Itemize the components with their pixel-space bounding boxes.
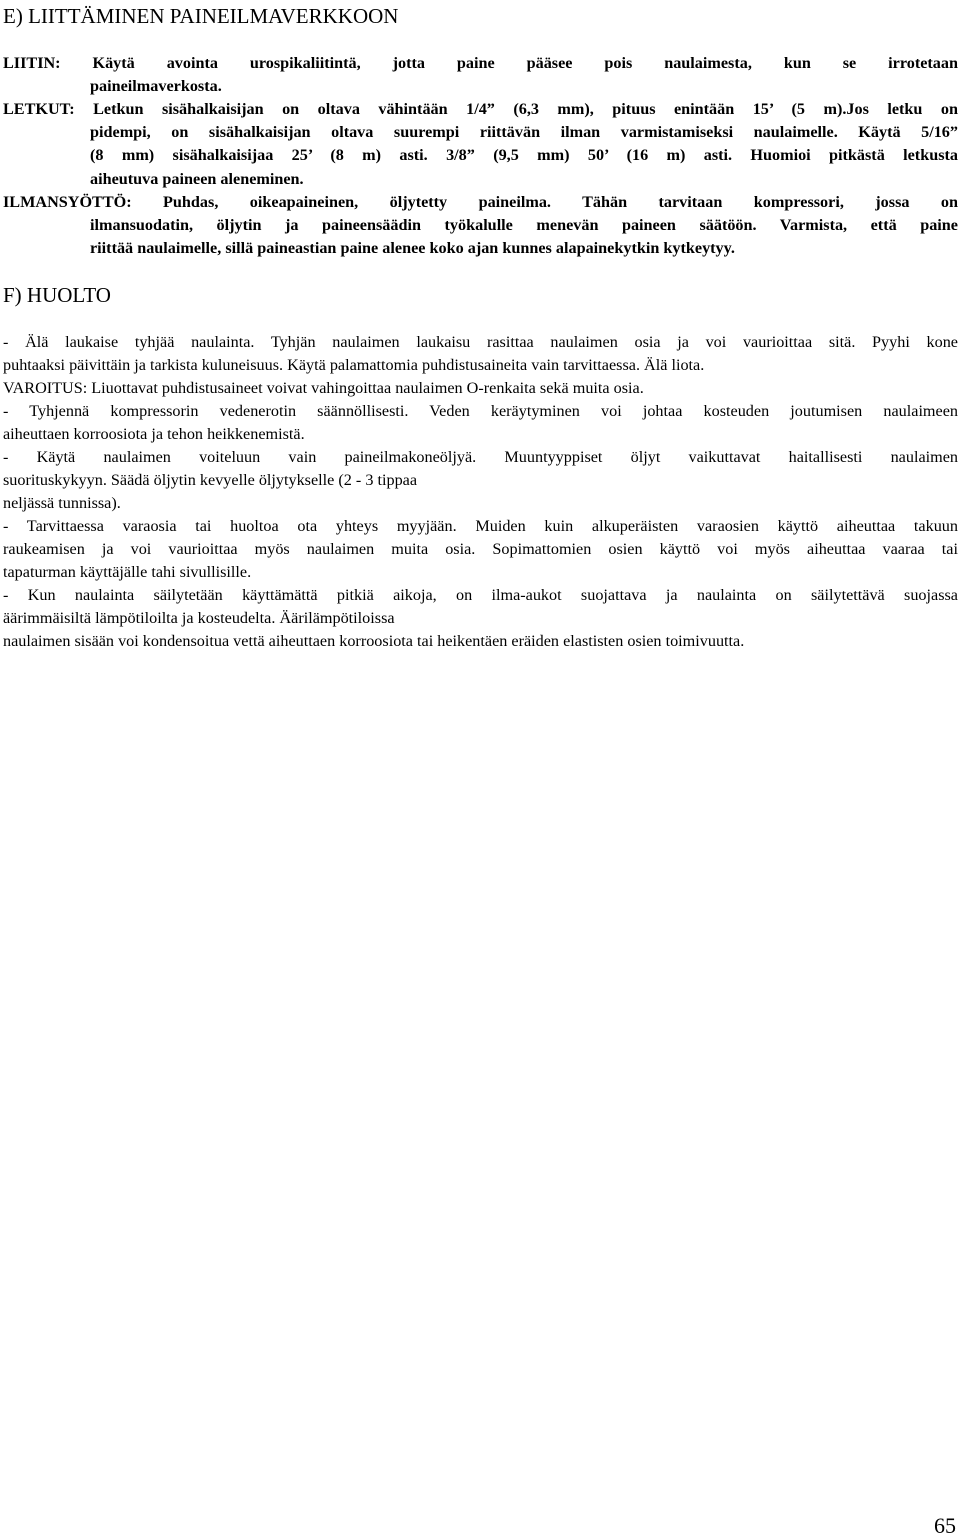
huolto-line: äärimmäisiltä lämpötiloilta ja kosteudelta. Äärilämpötiloissa bbox=[3, 609, 395, 627]
huolto-line: VAROITUS: Liuottavat puhdistusaineet voivat vahingoittaa naulaimen O-renkaita sekä muita osia. bbox=[3, 379, 644, 397]
huolto-line: raukeamisen ja voi vaurioittaa myös naulaimen muita osia. Sopimattomien osien käyttö voi myös aiheuttaa vaaraa tai bbox=[3, 540, 958, 558]
huolto-line: neljässä tunnissa). bbox=[3, 494, 121, 512]
huolto-line: puhtaaksi päivittäin ja tarkista kuluneisuus. Käytä palamattomia puhdistusaineita vain tarvittaessa. Älä liota. bbox=[3, 356, 705, 374]
ilmansyotto-paragraph bbox=[3, 191, 958, 261]
letkut-paragraph bbox=[3, 98, 958, 191]
huolto-line: - Älä laukaise tyhjää naulainta. Tyhjän naulaimen laukaisu rasittaa naulaimen osia ja voi vaurioittaa sitä. Pyyhi kone bbox=[3, 333, 958, 351]
letkut-line-4: aiheutuva paineen aleneminen. bbox=[90, 169, 304, 188]
huolto-line: - Tyhjennä kompressorin vedenerotin säännöllisesti. Veden keräytyminen voi johtaa kosteuden joutumisen naulaimeen bbox=[3, 402, 958, 420]
letkut-line-1: LETKUT: Letkun sisähalkaisijan on oltava vähintään 1/4” (6,3 mm), pituus enintään 15’ (5 m).Jos letku on bbox=[3, 100, 958, 118]
huolto-line: - Käytä naulaimen voiteluun vain paineilmakoneöljyä. Muuntyyppiset öljyt vaikuttavat haitallisesti naulaimen bbox=[3, 448, 958, 466]
huolto-line: suorituskykyyn. Säädä öljytin kevyelle öljytykselle (2 - 3 tippaa bbox=[3, 471, 418, 489]
huolto-line: tapaturman käyttäjälle tahi sivullisille. bbox=[3, 563, 252, 581]
huolto-line: aiheuttaen korroosiota ja tehon heikkenemistä. bbox=[3, 425, 305, 443]
letkut-line-2: pidempi, on sisähalkaisijan oltava suurempi riittävän ilman varmistamiseksi naulaimelle. Käytä 5/16” bbox=[90, 123, 958, 142]
huolto-line: - Tarvittaessa varaosia tai huoltoa ota yhteys myyjään. Muiden kuin alkuperäisten varaosien käyttö aiheuttaa takuun bbox=[3, 517, 958, 535]
liitin-line-1: LIITIN: Käytä avointa urospikaliitintä, jotta paine pääsee pois naulaimesta, kun se irrotetaan bbox=[3, 54, 958, 72]
huolto-line: - Kun naulainta säilytetään käyttämättä pitkiä aikoja, on ilma-aukot suojattava ja naulainta on säilytettävä suojassa bbox=[3, 586, 958, 604]
huolto-line: naulaimen sisään voi kondensoitua vettä aiheuttaen korroosiota tai heikentäen eräiden elastisten osien toimivuutta. bbox=[3, 632, 745, 650]
letkut-line-3: (8 mm) sisähalkaisijaa 25’ (8 m) asti. 3/8” (9,5 mm) 50’ (16 m) asti. Huomioi pitkästä letkusta bbox=[90, 146, 958, 165]
section-f-heading: F) HUOLTO bbox=[3, 283, 111, 307]
huolto-text bbox=[3, 331, 958, 653]
ilmansyotto-line-1: ILMANSYÖTTÖ: Puhdas, oikeapaineinen, öljytetty paineilma. Tähän tarvitaan kompressori, jossa on bbox=[3, 193, 958, 211]
ilmansyotto-line-2: ilmansuodatin, öljytin ja paineensäädin työkalulle menevän paineen säätöön. Varmista, että paine bbox=[90, 216, 958, 235]
page-number: 65 bbox=[934, 1513, 956, 1538]
liitin-paragraph bbox=[3, 52, 958, 98]
liitin-line-2: paineilmaverkosta. bbox=[90, 77, 222, 96]
section-e-heading: E) LIITTÄMINEN PAINEILMAVERKKOON bbox=[3, 4, 399, 28]
ilmansyotto-line-3: riittää naulaimelle, sillä paineastian paine alenee koko ajan kunnes alapainekytkin kytkeytyy. bbox=[90, 239, 735, 258]
